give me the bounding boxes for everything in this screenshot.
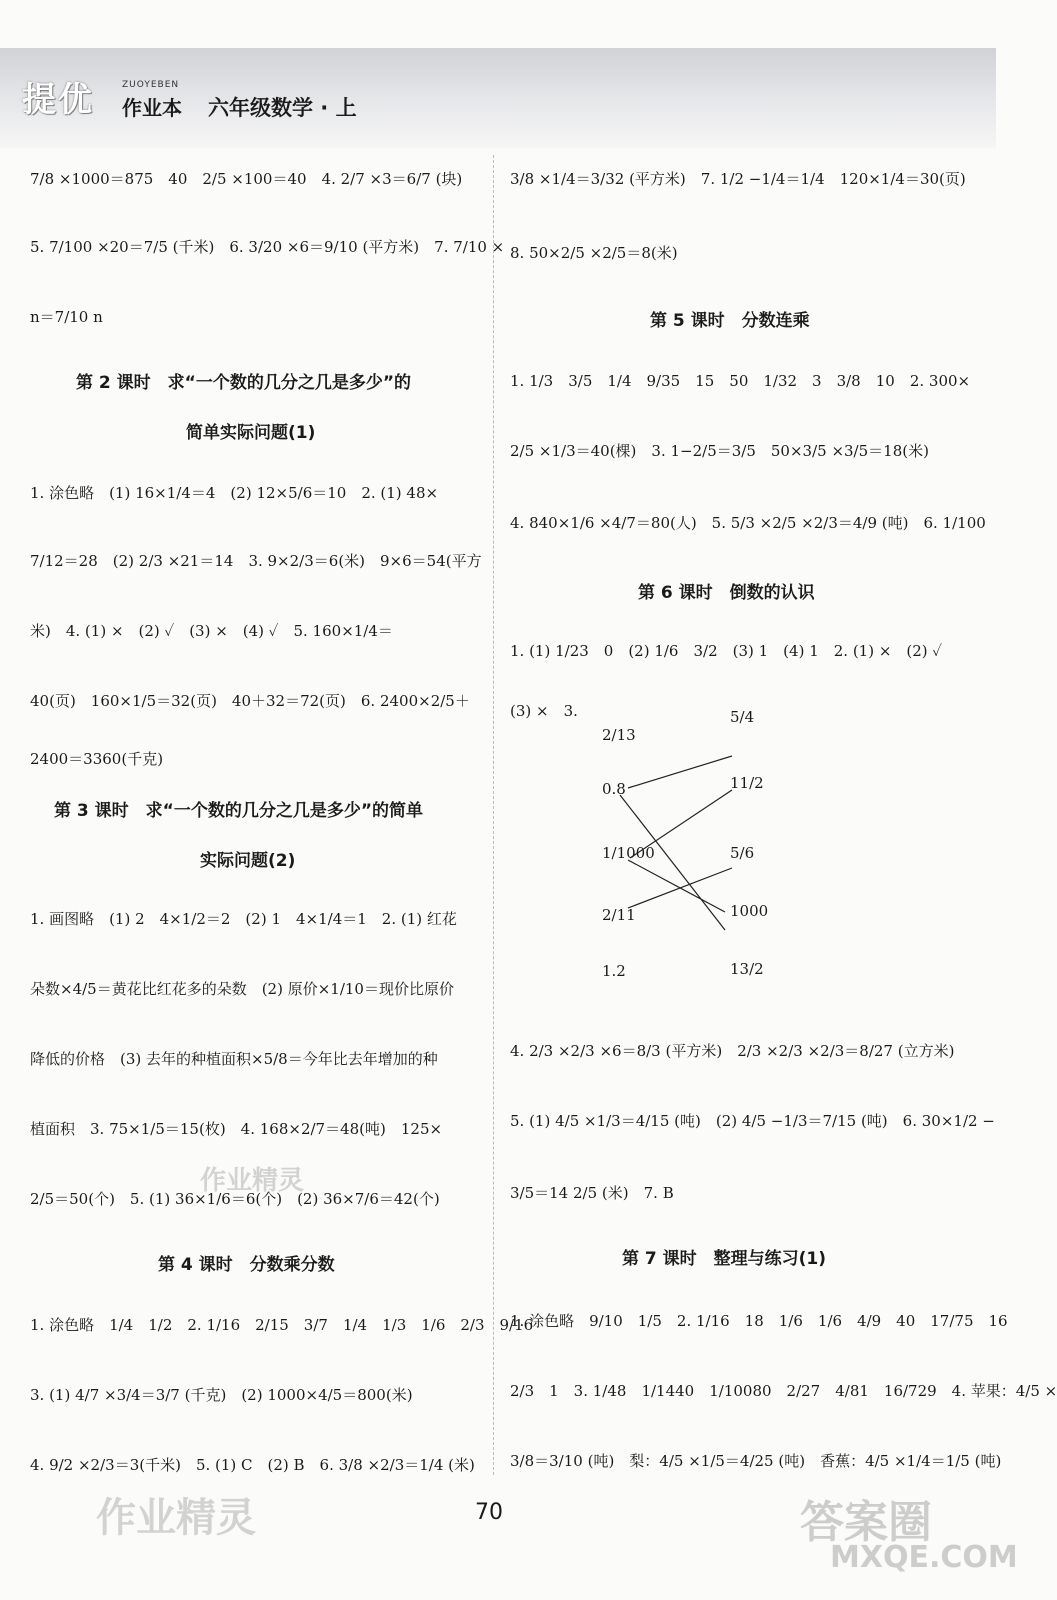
logo-book-label: 作业本 <box>122 96 182 120</box>
answer-line: 3/8 ×1/4＝3/32 (平方米) 7. 1/2 −1/4＝1/4 120×1/4＝30(页) <box>510 170 966 188</box>
match-right-item: 13/2 <box>730 960 764 978</box>
answer-line: 朵数×4/5＝黄花比红花多的朵数 (2) 原价×1/10＝现价比原价 <box>30 980 454 998</box>
book-title: 六年级数学 · 上 <box>208 96 357 120</box>
answer-line: 4. 840×1/6 ×4/7＝80(人) 5. 5/3 ×2/5 ×2/3＝4/9 (吨) 6. 1/100 <box>510 514 986 532</box>
logo-mark: 提优 <box>22 80 94 120</box>
section-title: 简单实际问题(1) <box>186 423 316 443</box>
match-right-item: 5/4 <box>730 708 755 726</box>
answer-line: 1. 涂色略 1/4 1/2 2. 1/16 2/15 3/7 1/4 1/3 1/6 2/3 9/16 <box>30 1316 534 1334</box>
match-line <box>630 790 732 858</box>
answer-line: 1. 1/3 3/5 1/4 9/35 15 50 1/32 3 3/8 10 2. 300× <box>510 372 971 390</box>
answer-line: 米) 4. (1) × (2) ✓ (3) × (4) ✓ 5. 160×1/4＝ <box>30 622 393 640</box>
section-title: 实际问题(2) <box>200 851 296 871</box>
answer-line: 3. (1) 4/7 ×3/4＝3/7 (千克) (2) 1000×4/5＝800(米) <box>30 1386 413 1404</box>
match-left-item: 1/1000 <box>602 844 655 862</box>
match-right-item: 5/6 <box>730 844 755 862</box>
match-right-item: 11/2 <box>730 774 764 792</box>
answer-line: 3/8＝3/10 (吨) 梨：4/5 ×1/5＝4/25 (吨) 香蕉：4/5 ×1/4＝1/5 (吨) <box>510 1452 1002 1470</box>
match-left-item: 1.2 <box>602 962 626 980</box>
section-title: 第 7 课时 整理与练习(1) <box>622 1249 827 1269</box>
logo-english: ZUOYEBEN <box>122 80 180 90</box>
watermark-mid: 作业精灵 <box>200 1166 305 1196</box>
answer-line: 7/12＝28 (2) 2/3 ×21＝14 3. 9×2/3＝6(米) 9×6＝54(平方 <box>30 552 482 570</box>
answer-line: 2/5 ×1/3＝40(棵) 3. 1−2/5＝3/5 50×3/5 ×3/5＝18(米) <box>510 442 929 460</box>
answer-line: 5. 7/100 ×20＝7/5 (千米) 6. 3/20 ×6＝9/10 (平方米) 7. 7/10 × <box>30 238 505 256</box>
column-divider <box>493 155 494 1475</box>
answer-line: 2/5＝50(个) 5. (1) 36×1/6＝6(个) (2) 36×7/6＝42(个) <box>30 1190 440 1208</box>
answer-line: 植面积 3. 75×1/5＝15(枚) 4. 168×2/7＝48(吨) 125× <box>30 1120 443 1138</box>
match-right-item: 1000 <box>730 902 769 920</box>
section-title: 第 6 课时 倒数的认识 <box>638 583 815 603</box>
answer-line: 4. 9/2 ×2/3＝3(千米) 5. (1) C (2) B 6. 3/8 ×2/3＝1/4 (米) <box>30 1456 475 1474</box>
page-number: 70 <box>475 1500 503 1525</box>
match-left-item: 2/11 <box>602 906 636 924</box>
answer-line: 5. (1) 4/5 ×1/3＝4/15 (吨) (2) 4/5 −1/3＝7/15 (吨) 6. 30×1/2 − <box>510 1112 995 1130</box>
watermark-left: 作业精灵 <box>96 1495 256 1541</box>
answer-line: 2400＝3360(千克) <box>30 750 164 768</box>
watermark-corner: 答案圈 <box>800 1497 932 1548</box>
answer-line: 40(页) 160×1/5＝32(页) 40＋32＝72(页) 6. 2400×2/5＋ <box>30 692 470 710</box>
section-title: 第 5 课时 分数连乘 <box>650 311 810 331</box>
section-title: 第 2 课时 求“一个数的几分之几是多少”的 <box>76 373 412 393</box>
answer-line: 7/8 ×1000＝875 40 2/5 ×100＝40 4. 2/7 ×3＝6/7 (块) <box>30 170 463 188</box>
match-left-item: 2/13 <box>602 726 636 744</box>
section-title: 第 3 课时 求“一个数的几分之几是多少”的简单 <box>54 801 424 821</box>
match-line <box>628 756 732 788</box>
section-title: 第 4 课时 分数乘分数 <box>158 1255 335 1275</box>
watermark-corner-url: MXQE.COM <box>830 1540 1018 1575</box>
match-line <box>620 795 725 930</box>
answer-line: (3) × 3. <box>510 702 578 720</box>
answer-line: 1. 涂色略 (1) 16×1/4＝4 (2) 12×5/6＝10 2. (1) 48× <box>30 484 439 502</box>
answer-line: 2/3 1 3. 1/48 1/1440 1/10080 2/27 4/81 16/729 4. 苹果：4/5 × <box>510 1382 1057 1400</box>
answer-line: 降低的价格 (3) 去年的种植面积×5/8＝今年比去年增加的种 <box>30 1050 438 1068</box>
answer-line: 1. 涂色略 9/10 1/5 2. 1/16 18 1/6 1/6 4/9 40 17/75 16 <box>510 1312 1008 1330</box>
answer-line: n＝7/10 n <box>30 308 103 326</box>
answer-line: 1. (1) 1/23 0 (2) 1/6 3/2 (3) 1 (4) 1 2. (1) × (2) ✓ <box>510 642 943 660</box>
answer-line: 4. 2/3 ×2/3 ×6＝8/3 (平方米) 2/3 ×2/3 ×2/3＝8/27 (立方米) <box>510 1042 955 1060</box>
match-left-item: 0.8 <box>602 780 626 798</box>
answer-line: 3/5＝14 2/5 (米) 7. B <box>510 1184 674 1202</box>
answer-line: 8. 50×2/5 ×2/5＝8(米) <box>510 244 678 262</box>
matching-diagram <box>590 700 790 1000</box>
answer-line: 1. 画图略 (1) 2 4×1/2＝2 (2) 1 4×1/4＝1 2. (1) 红花 <box>30 910 457 928</box>
